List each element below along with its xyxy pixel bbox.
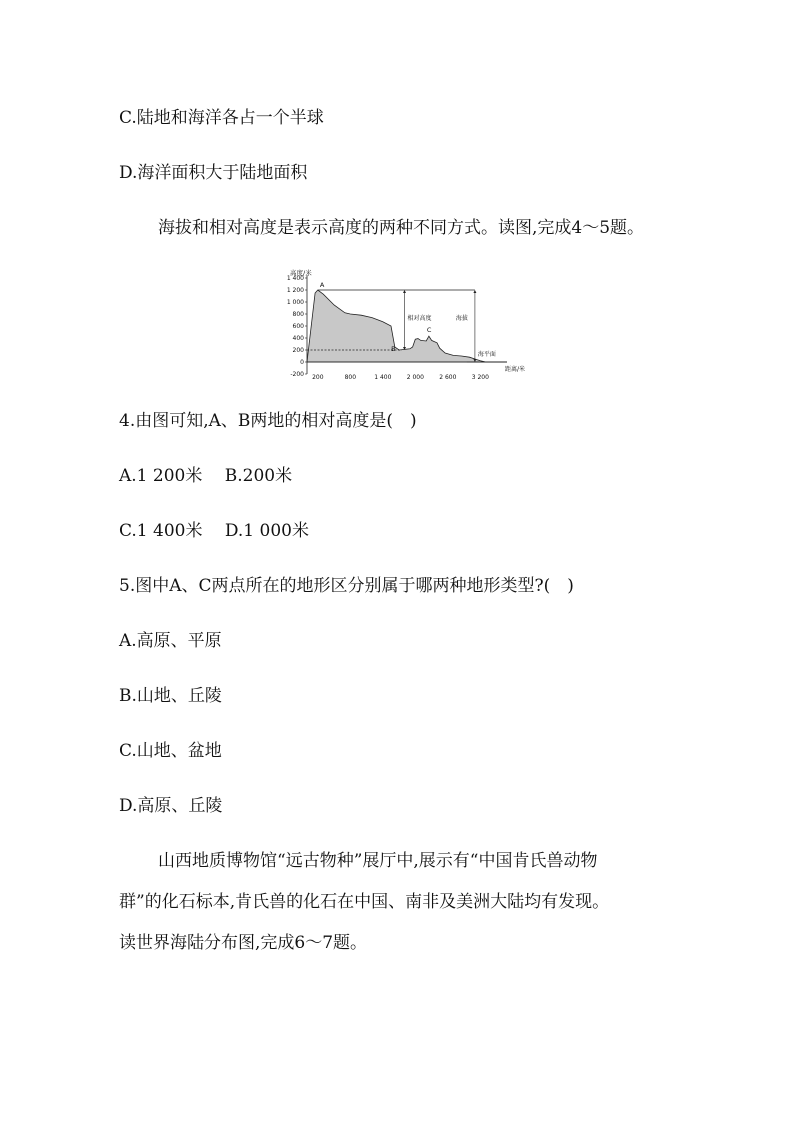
x-tick-label: 2 000 [406, 374, 424, 381]
elevation-profile-chart [280, 266, 526, 381]
y-tick-label: 1 200 [286, 287, 304, 294]
intro-6-7-line-3: 读世界海陆分布图,完成6～7题。 [119, 933, 368, 953]
x-tick-label: 2 600 [439, 374, 457, 381]
y-axis-title: 高度/米 [290, 269, 312, 277]
point-label-a: A [319, 281, 325, 289]
options-4-cd: C.1 400米 D.1 000米 [119, 521, 309, 541]
point-label-b: B [391, 345, 396, 353]
x-tick-label: 3 200 [471, 374, 489, 381]
option-5d: D.高原、丘陵 [119, 796, 223, 816]
terrain-profile-area [307, 290, 486, 362]
relative-height-arrow-head-up [403, 290, 406, 293]
x-tick-label: 200 [312, 374, 324, 381]
x-tick-label: 800 [344, 374, 357, 381]
option-5a: A.高原、平原 [119, 631, 222, 651]
y-tick-label: 1 000 [286, 299, 304, 306]
y-tick-label: 400 [292, 335, 304, 342]
question-4: 4.由图可知,A、B两地的相对高度是( ) [119, 411, 417, 431]
intro-6-7-line-2: 群”的化石标本,肯氏兽的化石在中国、南非及美洲大陆均有发现。 [119, 892, 610, 912]
point-label-c: C [426, 326, 432, 335]
option-3c: C.陆地和海洋各占一个半球 [119, 108, 324, 128]
x-tick-label: 1 400 [374, 374, 392, 381]
options-4-ab: A.1 200米 B.200米 [119, 466, 293, 486]
y-tick-label: 200 [292, 347, 304, 354]
y-tick-label: 600 [292, 323, 304, 330]
y-tick-label: 0 [300, 359, 304, 366]
intro-6-7-line-1: 山西地质博物馆“远古物种”展厅中,展示有“中国肯氏兽动物 [158, 851, 598, 871]
intro-4-5: 海拔和相对高度是表示高度的两种不同方式。读图,完成4～5题。 [158, 218, 645, 238]
option-5b: B.山地、丘陵 [119, 686, 222, 706]
y-tick-label: 800 [292, 311, 304, 318]
altitude-arrow-head-up [473, 290, 476, 293]
x-axis-title: 距离/米 [505, 366, 526, 373]
option-3d: D.海洋面积大于陆地面积 [119, 163, 308, 183]
altitude-label: 海拔 [455, 315, 468, 322]
relative-height-label: 相对高度 [407, 315, 432, 322]
y-tick-label: 1 400 [286, 275, 304, 282]
option-5c: C.山地、盆地 [119, 741, 222, 761]
sea-level-label: 海平面 [477, 351, 496, 358]
question-5: 5.图中A、C两点所在的地形区分别属于哪两种地形类型?( ) [119, 576, 574, 596]
y-tick-label: -200 [290, 371, 304, 378]
